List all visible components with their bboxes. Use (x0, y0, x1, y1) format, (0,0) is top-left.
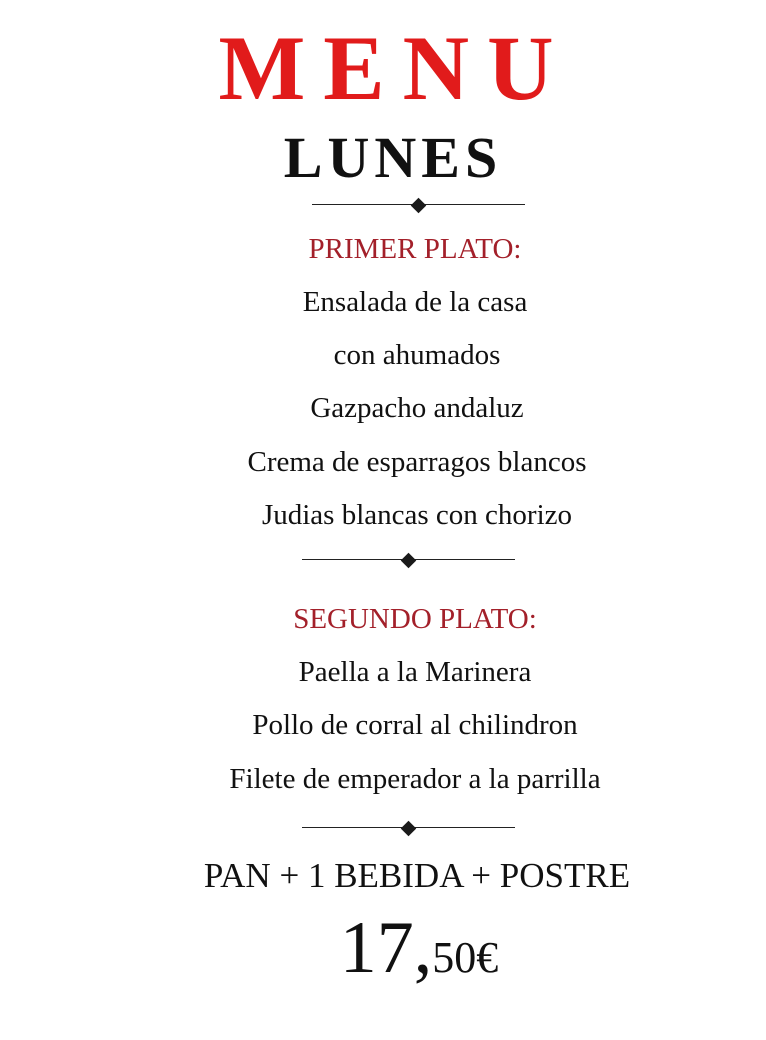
price (36, 906, 766, 1010)
day-heading: LUNES (283, 125, 503, 190)
divider-middle (302, 553, 515, 567)
dish-item: Paella a la Marinera (298, 656, 532, 688)
price-integer: 17, (339, 907, 433, 989)
dish-item: Crema de esparragos blancos (247, 446, 587, 478)
primer-plato-heading: PRIMER PLATO: (308, 233, 522, 265)
divider-top (312, 198, 525, 212)
diamond-icon (400, 821, 416, 837)
dish-item: Filete de emperador a la parrilla (229, 763, 601, 795)
diamond-icon (410, 198, 426, 214)
dish-item: Pollo de corral al chilindron (252, 709, 578, 741)
dish-item: con ahumados (333, 339, 501, 371)
diamond-icon (400, 553, 416, 569)
menu-includes: PAN + 1 BEBIDA + POSTRE (203, 856, 631, 895)
segundo-plato-heading: SEGUNDO PLATO: (293, 603, 537, 635)
price-decimal: 50€ (432, 933, 499, 982)
menu-title: MENU (218, 17, 572, 119)
dish-item: Gazpacho andaluz (310, 392, 524, 424)
divider-bottom (302, 821, 515, 835)
dish-item: Ensalada de la casa (302, 286, 528, 318)
dish-item: Judias blancas con chorizo (261, 499, 573, 531)
